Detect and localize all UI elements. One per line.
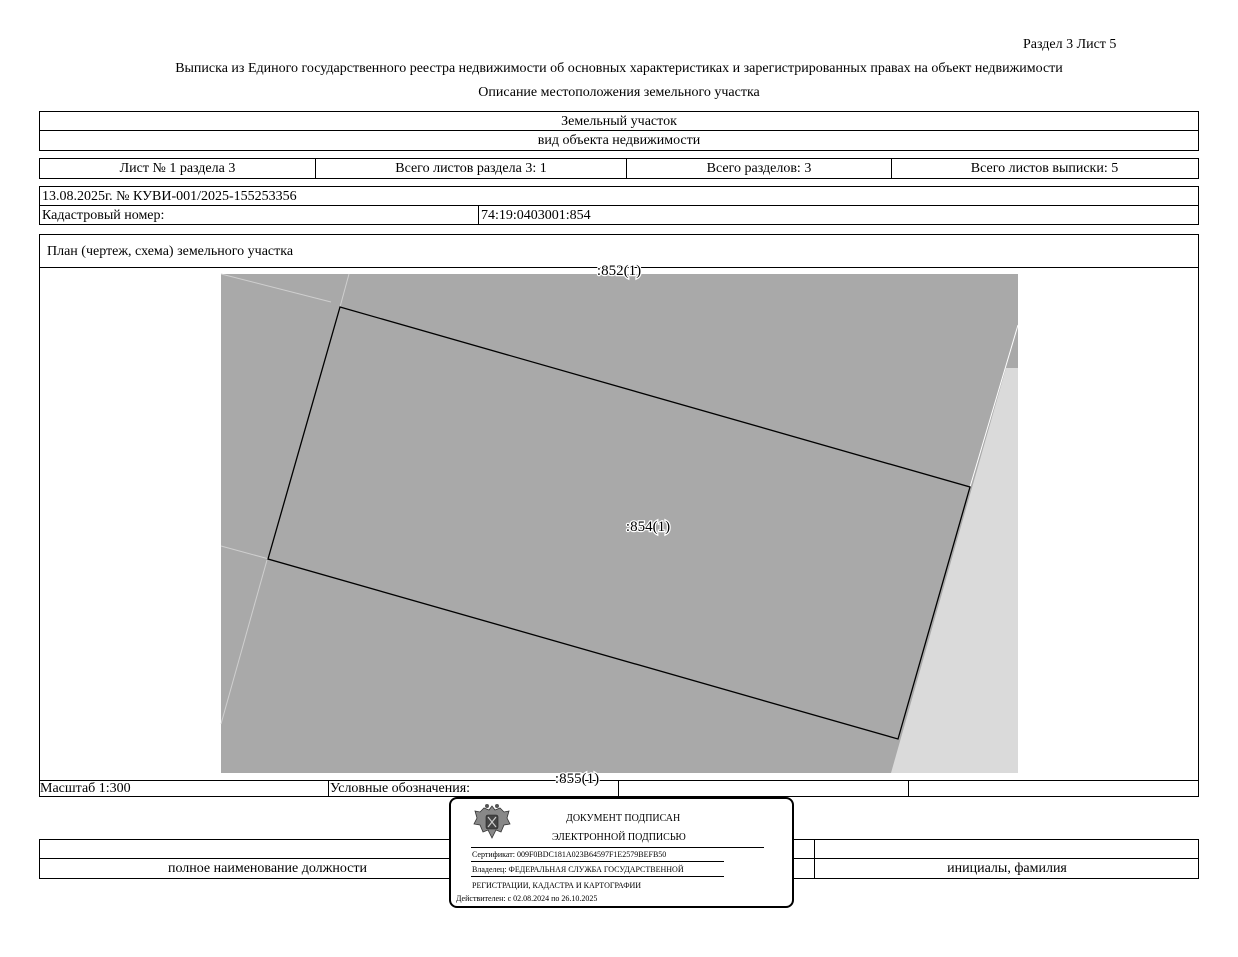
document-info-box [39,186,1199,225]
total-sections: Всего разделов: 3 [706,161,812,176]
sheets-row [39,158,1199,179]
object-type-box [39,111,1199,151]
footer-divider [908,780,909,796]
section-sheet-label: Раздел 3 Лист 5 [1023,37,1117,52]
stamp-owner-line2: РЕГИСТРАЦИИ, КАДАСТРА И КАРТОГРАФИИ [472,881,642,890]
position-caption: полное наименование должности [167,861,368,876]
stamp-owner-line1: Владелец: ФЕДЕРАЛЬНАЯ СЛУЖБА ГОСУДАРСТВЕННОЙ [472,865,684,874]
legend-label: Условные обозначения: [330,781,471,796]
total-section-sheets: Всего листов раздела 3: 1 [395,161,547,176]
parcel-plan-map [221,263,1018,787]
stamp-divider [471,847,764,848]
cadastral-number: 74:19:0403001:854 [481,208,591,223]
footer-divider [328,780,329,796]
bottom-neighbor-label: :855(1) [554,771,600,787]
stamp-validity: Действителен: с 02.08.2024 по 26.10.2025 [456,894,598,903]
parcel-area-background [221,274,1018,773]
scale-label: Масштаб 1:300 [40,781,131,796]
cadastral-label: Кадастровый номер: [42,208,165,223]
document-subtitle: Описание местоположения земельного участка [478,85,760,100]
plan-footer-divider [40,780,1198,781]
name-caption: инициалы, фамилия [947,861,1067,876]
object-type-caption: вид объекта недвижимости [537,133,701,148]
russian-coat-of-arms-icon [471,802,513,842]
stamp-line1: ДОКУМЕНТ ПОДПИСАН [566,813,681,824]
stamp-line2: ЭЛЕКТРОННОЙ ПОДПИСЬЮ [552,832,686,843]
stamp-divider [471,876,724,877]
top-neighbor-label: :852(1) [596,263,642,279]
document-info-divider [40,205,1198,206]
electronic-signature-stamp [449,797,794,908]
stamp-divider [471,861,724,862]
date-number: 13.08.2025г. № КУВИ-001/2025-155253356 [42,189,297,204]
plan-title: План (чертеж, схема) земельного участка [47,244,294,259]
cadastral-divider [478,205,479,224]
total-extract-sheets: Всего листов выписки: 5 [970,161,1119,176]
signature-column-divider [814,840,815,878]
footer-divider [618,780,619,796]
parcel-label: :854(1) [625,519,671,535]
document-title: Выписка из Единого государственного реестра недвижимости об основных характеристиках и зарегистрированных правах на объект недвижимости [175,61,1063,76]
sheet-number: Лист № 1 раздела 3 [119,161,236,176]
stamp-certificate: Сертификат: 009F0BDC181A023B64597F1E2579BEFB50 [472,850,667,859]
object-type-divider [40,130,1198,131]
object-type-value: Земельный участок [561,114,677,129]
